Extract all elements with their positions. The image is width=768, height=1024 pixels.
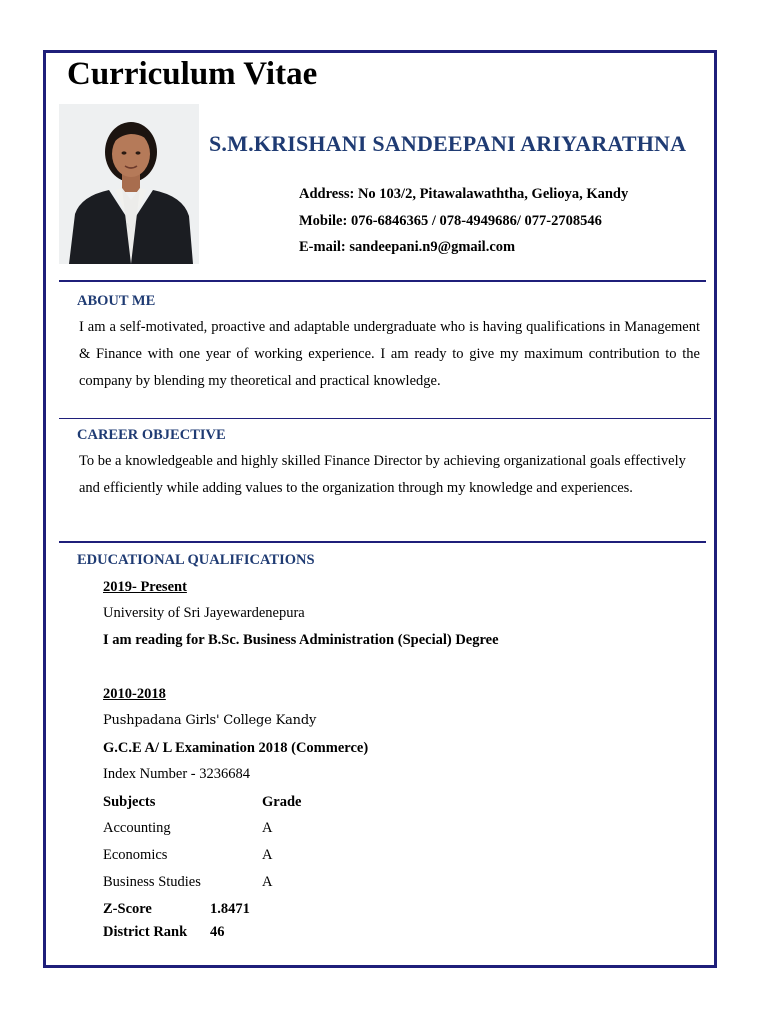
subject-grade: A: [262, 874, 273, 890]
education-detail: I am reading for B.Sc. Business Administration (Special) Degree: [103, 632, 499, 648]
career-objective-heading: CAREER OBJECTIVE: [77, 427, 226, 443]
career-objective-text: To be a knowledgeable and highly skilled Finance Director by achieving organizational goals effectively and efficiently while adding values to the organization through my knowledge and experiences.: [79, 453, 686, 496]
candidate-name: S.M.KRISHANI SANDEEPANI ARIYARATHNA: [209, 131, 687, 156]
email-line: E-mail: sandeepani.n9@gmail.com: [299, 239, 516, 255]
divider: [59, 418, 711, 419]
subjects-header: Subjects: [103, 794, 156, 810]
district-rank-value: 46: [210, 924, 225, 940]
grade-header: Grade: [262, 794, 302, 810]
index-number: Index Number - 3236684: [103, 766, 250, 782]
education-detail: G.C.E A/ L Examination 2018 (Commerce): [103, 740, 369, 756]
subject-grade: A: [262, 847, 273, 863]
zscore-label: Z-Score: [103, 901, 152, 917]
profile-photo: [59, 104, 199, 264]
document-title: Curriculum Vitae: [67, 56, 318, 92]
subject-name: Business Studies: [103, 874, 201, 890]
subject-name: Accounting: [103, 820, 171, 836]
subject-name: Economics: [103, 847, 168, 863]
education-institution: Pushpadana Girls' College Kandy: [103, 713, 317, 728]
education-institution: University of Sri Jayewardenepura: [103, 605, 305, 621]
education-period: 2010-2018: [103, 686, 166, 702]
mobile-line: Mobile: 076-6846365 / 078-4949686/ 077-2708546: [299, 213, 602, 229]
about-heading: ABOUT ME: [77, 293, 156, 309]
subject-grade: A: [262, 820, 273, 836]
education-heading: EDUCATIONAL QUALIFICATIONS: [77, 552, 315, 568]
about-text: I am a self-motivated, proactive and adaptable undergraduate who is having qualifications in Management & Finance with one year of working experience. I am ready to give my maximum contribution to the company by blending my theoretical and practical knowledge.: [79, 319, 700, 389]
zscore-value: 1.8471: [210, 901, 250, 917]
address-line: Address: No 103/2, Pitawalawaththa, Gelioya, Kandy: [299, 186, 629, 202]
education-period: 2019- Present: [103, 579, 187, 595]
portrait-image: [59, 104, 199, 264]
divider: [59, 541, 706, 543]
district-rank-label: District Rank: [103, 924, 188, 940]
divider: [59, 280, 706, 282]
